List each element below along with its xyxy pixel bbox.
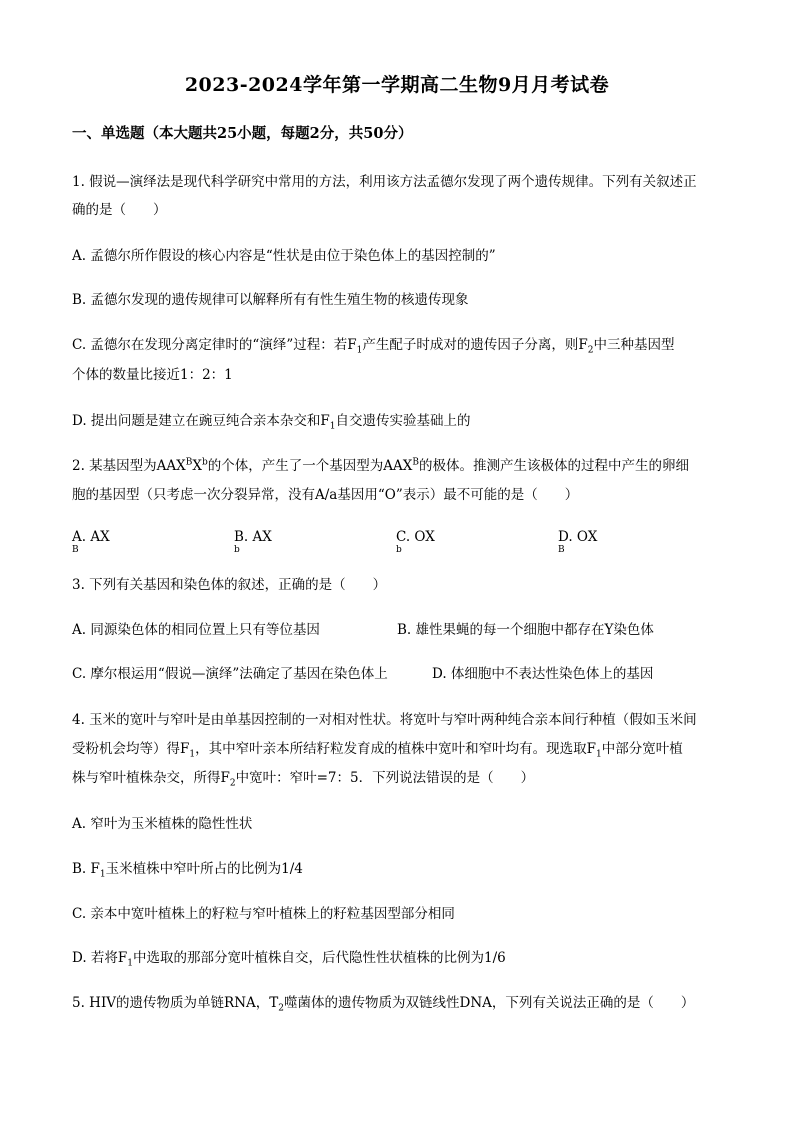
q2-option-b [234,529,396,562]
q2-stem-line1 [72,454,734,474]
text: D. 若将F [72,950,128,966]
text: 玉米植株中窄叶所占的比例为1/4 [105,861,303,877]
q1-option-d [72,409,734,432]
q3-options-row2 [72,662,732,682]
superscript: B [412,457,420,468]
q4-option-d [72,946,734,969]
text: 的极体。推测产生该极体的过程中产生的卵细 [419,458,690,474]
q4-stem-line3 [72,766,734,789]
q1-option-a: A. 孟德尔所作假设的核心内容是“性状是由位于染色体上的基因控制的” [72,248,496,264]
q3-stem: 3. 下列有关基因和染色体的叙述，正确的是（ ） [72,577,387,593]
q1-stem-line1: 1. 假说—演绎法是现代科学研究中常用的方法，利用该方法孟德尔发现了两个遗传规律。下列有关叙述正 [72,174,697,190]
text: D. 提出问题是建立在豌豆纯合亲本杂交和F [72,413,330,429]
superscript: B [558,545,565,555]
q3-option-b: B. 雄性果蝇的每一个细胞中都存在Y染色体 [397,622,654,638]
text: 的个体，产生了一个基因型为AAX [207,458,413,474]
text: B. AX [234,529,272,545]
subscript: 1 [329,421,336,432]
subscript: 1 [99,869,106,880]
q4-option-c: C. 亲本中宽叶植株上的籽粒与窄叶植株上的籽粒基因型部分相同 [72,906,455,922]
q4-stem-line1: 4. 玉米的宽叶与窄叶是由单基因控制的一对相对性状。将宽叶与窄叶两种纯合亲本间行种植（假如玉米间 [72,712,697,728]
superscript: b [202,457,208,468]
superscript: b [234,545,240,555]
text: 产生配子时成对的遗传因子分离，则F [362,337,588,353]
q3-option-a: A. 同源染色体的相同位置上只有等位基因 [72,622,320,638]
text: 噬菌体的遗传物质为双链线性DNA，下列有关说法正确的是（ ） [284,995,695,1011]
superscript: B [185,457,193,468]
subscript: 1 [127,958,134,969]
q2-options [72,529,732,562]
q2-stem-line2: 胞的基因型（只考虑一次分裂异常，没有A/a基因用“O”表示）最不可能的是（ ） [72,487,579,503]
text: C. OX [396,529,435,545]
text: 中宽叶：窄叶=7：5．下列说法错误的是（ ） [235,770,535,786]
text: A. AX [72,529,110,545]
superscript: B [72,545,79,555]
subscript: 1 [189,749,196,760]
q4-option-b [72,857,734,880]
text: 受粉机会均等）得F [72,741,190,757]
subscript: 2 [278,1003,284,1014]
text: 中部分宽叶植 [601,741,683,757]
text: C. 孟德尔在发现分离定律时的“演绎”过程：若F [72,337,357,353]
q3-options-row1 [72,618,732,638]
q1-option-b: B. 孟德尔发现的遗传规律可以解释所有有性生殖生物的核遗传现象 [72,292,469,308]
text: 2. 某基因型为AAX [72,458,186,474]
page-title: 2023-2024学年第一学期高二生物9月月考试卷 [184,74,610,96]
q1-stem-line2: 确的是（ ） [72,202,167,218]
subscript: 1 [595,749,602,760]
q1-option-c-line2: 个体的数量比接近1：2：1 [72,367,233,383]
text: 自交遗传实验基础上的 [335,413,471,429]
subscript: 1 [356,345,363,356]
q2-option-a [72,529,234,562]
q2-option-d [558,529,720,562]
text: 中三种基因型 [593,337,675,353]
text: 株与窄叶植株杂交，所得F [72,770,230,786]
q3-option-d: D. 体细胞中不表达性染色体上的基因 [432,666,654,682]
text: D. OX [558,529,598,545]
text: B. F [72,861,100,877]
text: 中选取的那部分宽叶植株自交，后代隐性性状植株的比例为1/6 [133,950,506,966]
section-heading: 一、单选题（本大题共25小题，每题2分，共50分） [72,125,413,142]
text: 5. HIV的遗传物质为单链RNA，T [72,995,279,1011]
q1-option-c [72,333,734,356]
subscript: 2 [229,778,236,789]
q4-stem-line2 [72,737,734,760]
q3-option-c: C. 摩尔根运用“假说—演绎”法确定了基因在染色体上 [72,666,388,682]
q5-stem [72,991,734,1014]
subscript: 2 [587,345,594,356]
text: ，其中窄叶亲本所结籽粒发育成的植株中宽叶和窄叶均有。现选取F [195,741,596,757]
text: X [192,458,203,474]
q2-option-c [396,529,558,562]
q4-option-a: A. 窄叶为玉米植株的隐性性状 [72,816,253,832]
superscript: b [396,545,402,555]
